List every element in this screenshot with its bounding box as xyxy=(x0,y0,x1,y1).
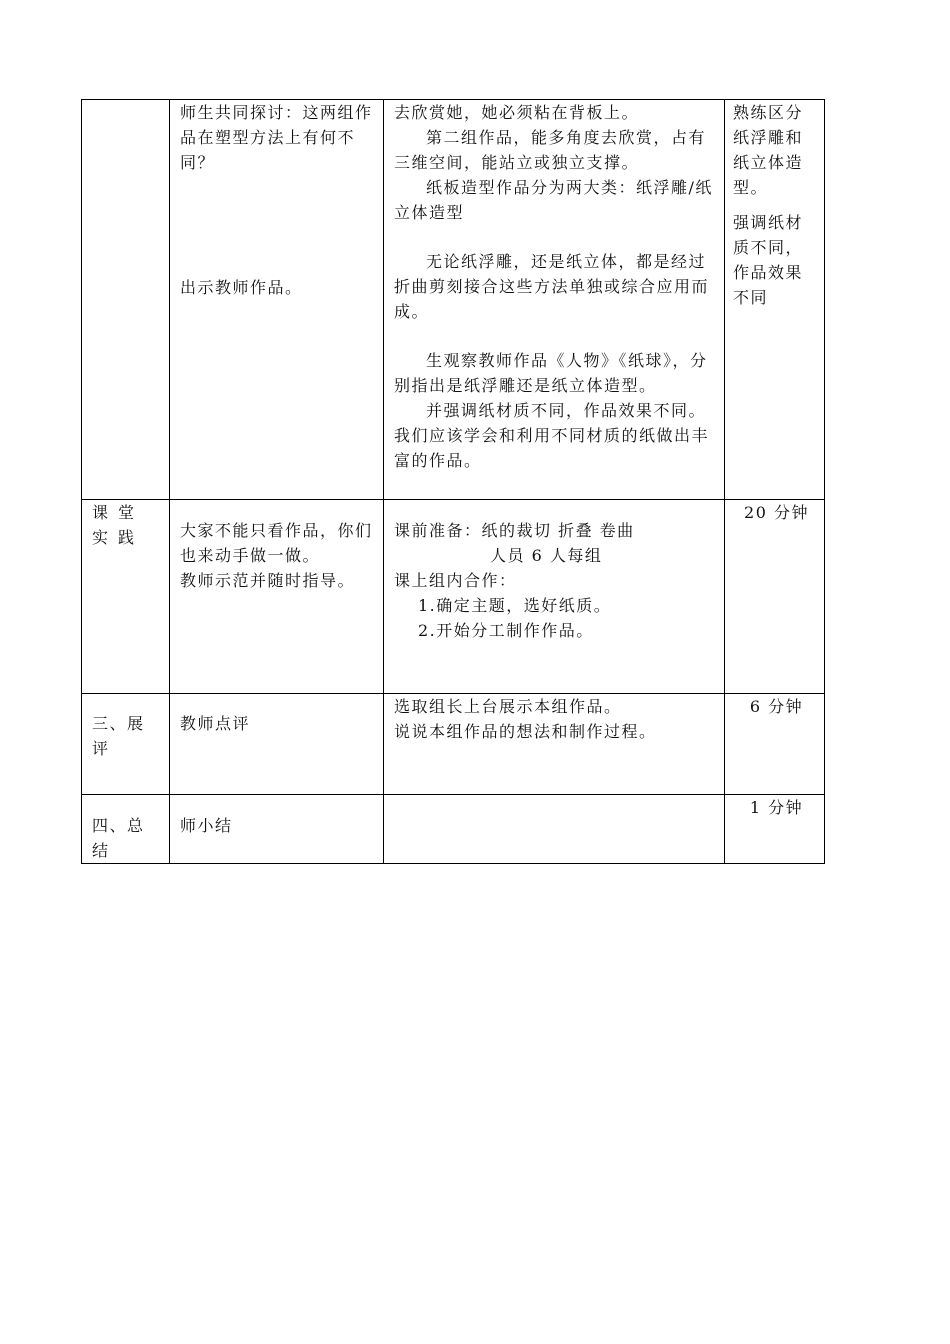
stage-cell xyxy=(82,500,170,694)
student-text: 纸板造型作品分为两大类：纸浮雕/纸立体造型 xyxy=(394,178,713,222)
teacher-text: 师生共同探讨：这两组作品在塑型方法上有何不同？ xyxy=(180,103,373,172)
student-text: 生观察教师作品《人物》《纸球》，分别指出是纸浮雕还是纸立体造型。 xyxy=(394,351,708,395)
student-activity-cell xyxy=(384,795,725,864)
stage-cell xyxy=(82,100,170,500)
student-activity-cell xyxy=(384,100,725,500)
student-text: 2.开始分工制作作品。 xyxy=(418,621,594,640)
student-text: 说说本组作品的想法和制作过程。 xyxy=(394,722,657,741)
time-label: 6 分钟 xyxy=(749,697,804,716)
table-row xyxy=(82,694,825,795)
stage-cell xyxy=(82,694,170,795)
stage-label: 三、展评 xyxy=(92,714,145,758)
lesson-plan-page xyxy=(81,99,824,864)
stage-label: 课堂实践 xyxy=(92,503,145,547)
teacher-text: 大家不能只看作品，你们也来动手做一做。 xyxy=(180,521,373,565)
time-cell xyxy=(725,500,825,694)
student-activity-cell xyxy=(384,694,725,795)
lesson-plan-table xyxy=(81,99,825,864)
student-text: 去欣赏她，她必须粘在背板上。 xyxy=(394,103,640,122)
teacher-activity-cell xyxy=(170,500,384,694)
note-text: 强调纸材质不同，作品效果不同 xyxy=(733,213,804,307)
time-label: 20 分钟 xyxy=(744,503,809,522)
time-cell xyxy=(725,694,825,795)
time-label: 1 分钟 xyxy=(749,798,804,817)
teacher-activity-cell xyxy=(170,100,384,500)
table-row xyxy=(82,500,825,694)
time-cell xyxy=(725,795,825,864)
student-text: 第二组作品，能多角度去欣赏，占有三维空间，能站立或独立支撑。 xyxy=(394,128,707,172)
student-text: 课前准备：纸的裁切 折叠 卷曲 xyxy=(394,521,635,540)
student-text: 并强调纸材质不同，作品效果不同。我们应该学会和利用不同材质的纸做出丰富的作品。 xyxy=(394,401,710,470)
student-text: 课上组内合作： xyxy=(394,571,517,590)
teacher-text: 教师示范并随时指导。 xyxy=(180,571,356,590)
student-text: 人员 6 人每组 xyxy=(490,546,603,565)
stage-cell xyxy=(82,795,170,864)
table-row xyxy=(82,795,825,864)
student-text: 1.确定主题，选好纸质。 xyxy=(418,596,612,615)
stage-label: 四、总结 xyxy=(92,816,145,860)
student-activity-cell xyxy=(384,500,725,694)
table-row xyxy=(82,100,825,500)
teacher-activity-cell xyxy=(170,694,384,795)
design-intent-cell xyxy=(725,100,825,500)
student-text: 选取组长上台展示本组作品。 xyxy=(394,697,622,716)
teacher-text: 师小结 xyxy=(180,816,233,835)
teacher-text: 教师点评 xyxy=(180,714,251,733)
teacher-text: 出示教师作品。 xyxy=(180,278,303,297)
student-text: 无论纸浮雕，还是纸立体，都是经过折曲剪刻接合这些方法单独或综合应用而成。 xyxy=(394,252,710,321)
note-text: 熟练区分纸浮雕和纸立体造型。 xyxy=(733,103,804,197)
teacher-activity-cell xyxy=(170,795,384,864)
